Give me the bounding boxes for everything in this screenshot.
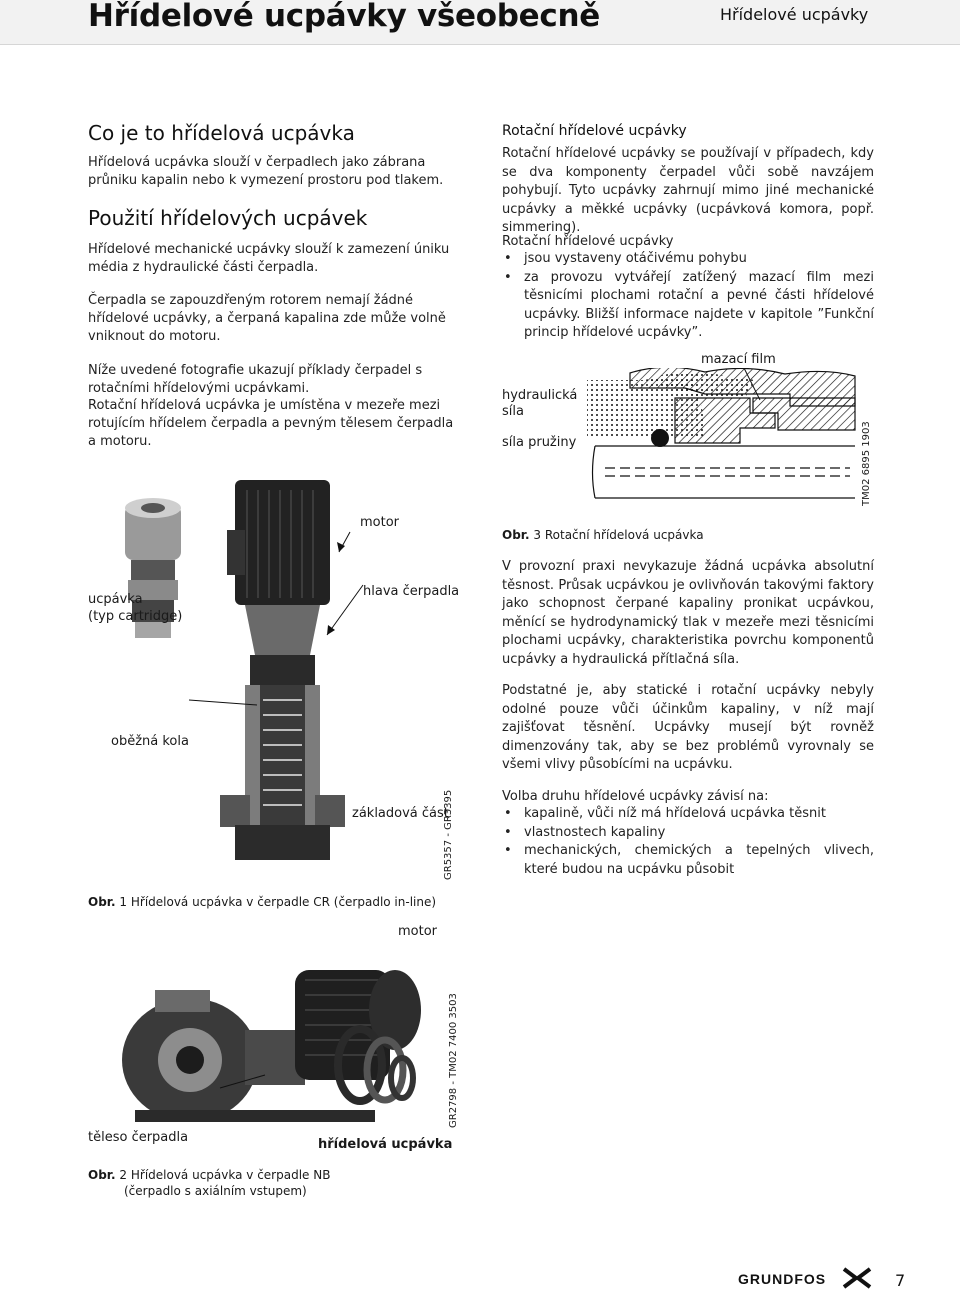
label-pump-head: hlava čerpadla <box>363 584 460 599</box>
figure-3-seal-diagram <box>575 368 865 508</box>
caption-fig2-prefix: Obr. <box>88 1168 116 1182</box>
label-pump-body: těleso čerpadla <box>88 1130 189 1145</box>
paragraph-rotary-intro: Rotační hřídelové ucpávky se používají v případech, kdy se dva komponenty čerpadel vůči sobě navzájem pohybují. Tyto ucpávky zahrnují mimo jiné mechanické ucpávky a měkké ucpávky (ucpávková komora, popř. simmering). <box>502 146 874 235</box>
label-spring-force: síla pružiny <box>502 435 577 450</box>
caption-fig3-num: 3 <box>533 528 542 542</box>
list1-title: Rotační hřídelové ucpávky <box>502 234 674 249</box>
grundfos-x-icon <box>842 1267 872 1289</box>
page-number: 7 <box>895 1271 906 1290</box>
label-lubricating-film: mazací film <box>701 352 776 367</box>
list-seal-selection <box>502 805 874 879</box>
label-base: základová část <box>352 806 449 821</box>
code-fig1: GR5357 - GR3395 <box>443 789 454 880</box>
heading-usage: Použití hřídelových ucpávek <box>88 206 368 230</box>
heading-rotary-seals: Rotační hřídelové ucpávky <box>502 123 687 139</box>
list-rotary-properties <box>502 250 874 343</box>
label-shaft-seal: hřídelová ucpávka <box>318 1137 453 1152</box>
caption-fig2-line1 <box>88 1168 330 1182</box>
paragraph-photos: Níže uvedené fotografie ukazují příklady čerpadel s rotačními hřídelovými ucpávkami. <box>88 363 423 396</box>
cr-pump-photo <box>220 480 345 860</box>
caption-fig3 <box>502 528 704 542</box>
list-item: • kapalině, vůči níž má hřídelová ucpávka těsnit <box>502 805 874 824</box>
code-fig3: TM02 6895 1903 <box>861 421 872 506</box>
caption-fig2-text: Hřídelová ucpávka v čerpadle NB <box>130 1168 331 1182</box>
caption-fig3-prefix: Obr. <box>502 528 530 542</box>
paragraph-canned-rotor: Čerpadla se zapouzdřeným rotorem nemají žádné hřídelové ucpávky, a čerpaná kapalina zde může volně vniknout do motoru. <box>88 293 446 344</box>
caption-fig1-num: 1 <box>119 895 128 909</box>
section-label: Hřídelové ucpávky <box>720 5 869 24</box>
caption-fig1 <box>88 895 436 909</box>
list-item: • jsou vystaveny otáčivému pohybu <box>502 250 874 269</box>
list2-title: Volba druhu hřídelové ucpávky závisí na: <box>502 789 769 804</box>
shaft <box>593 446 856 498</box>
paragraph-definition: Hřídelová ucpávka slouží v čerpadlech jako zábrana průniku kapalin nebo k vymezení prostoru pod tlakem. <box>88 155 444 188</box>
o-ring <box>651 429 669 447</box>
caption-fig2-line2: (čerpadlo s axiálním vstupem) <box>124 1184 307 1198</box>
label-seal-cartridge-2: (typ cartridge) <box>88 609 183 624</box>
caption-fig3-text: Rotační hřídelová ucpávka <box>544 528 704 542</box>
paragraph-resistance: Podstatné je, aby statické i rotační ucpávky nebyly odolné pouze vůči účinkům kapaliny, v níž mají zajišťovat těsnění. Ucpávky musejí být rovněž dimenzovány tak, aby se bez problémů vyrovnaly se všemi vlivy působícími na ucpávku. <box>502 683 874 772</box>
label-impellers: oběžná kola <box>111 734 189 749</box>
list-item: • za provozu vytvářejí zatížený mazací film mezi těsnicími plochami rotační a pevné části hřídelové ucpávky. Bližší informace najdete v kapitole ”Funkční princip hřídelové ucpávky”. <box>502 269 874 343</box>
paragraph-location: Rotační hřídelová ucpávka je umístěna v mezeře mezi rotujícím hřídelem čerpadla a pevným tělesem čerpadla a motoru. <box>88 398 454 449</box>
caption-fig1-text: Hřídelová ucpávka v čerpadle CR (čerpadlo in-line) <box>130 895 437 909</box>
figure-2-nb-pump <box>95 940 455 1135</box>
paragraph-usage: Hřídelové mechanické ucpávky slouží k zamezení úniku média z hydraulické části čerpadla. <box>88 242 450 275</box>
grundfos-logo: GRUNDFOS <box>738 1271 827 1287</box>
page-title: Hřídelové ucpávky všeobecně <box>88 0 600 34</box>
figure-1-cr-pump <box>95 470 445 890</box>
label-seal-cartridge-1: ucpávka <box>88 592 143 607</box>
label-hydraulic-force-1: hydraulická <box>502 388 578 403</box>
caption-fig1-prefix: Obr. <box>88 895 116 909</box>
list-item: • mechanických, chemických a tepelných vlivech, které budou na ucpávku působit <box>502 842 874 879</box>
paragraph-leakage: V provozní praxi nevykazuje žádná ucpávka absolutní těsnost. Průsak ucpávkou je ovlivňován takovými faktory jako schopnost čerpané kapaliny pronikat ucpávkou, měnící se hydrodynamický tlak v mezeře mezi těsnicími plochami ucpávky, charakteristika povrchu komponentů ucpávky a hydraulická přítlačná síla. <box>502 559 874 667</box>
label-motor-fig2: motor <box>398 924 438 939</box>
code-fig2: GR2798 - TM02 7400 3503 <box>448 993 459 1128</box>
label-hydraulic-force-2: síla <box>502 404 524 419</box>
heading-what-is: Co je to hřídelová ucpávka <box>88 121 355 145</box>
list-item: • vlastnostech kapaliny <box>502 824 874 843</box>
caption-fig2-num: 2 <box>119 1168 128 1182</box>
label-motor-fig1: motor <box>360 515 400 530</box>
